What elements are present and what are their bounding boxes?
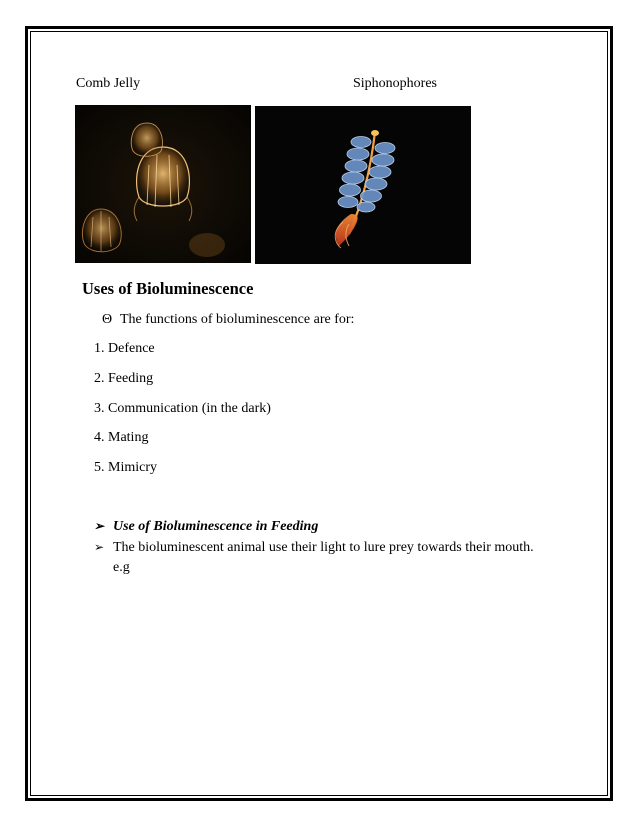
list-item: 5. Mimicry bbox=[94, 460, 157, 475]
caption-comb-jelly: Comb Jelly bbox=[76, 76, 141, 91]
feeding-description-continued: e.g bbox=[113, 560, 130, 575]
theta-bullet-icon: Θ bbox=[102, 312, 113, 327]
comb-jelly-image bbox=[75, 105, 251, 263]
list-item: 4. Mating bbox=[94, 430, 149, 445]
arrow-bullet-icon: ➢ bbox=[94, 519, 105, 533]
arrow-bullet-icon: ➢ bbox=[94, 540, 105, 554]
feeding-subheading bbox=[94, 519, 318, 535]
intro-line bbox=[102, 312, 354, 328]
feeding-description bbox=[94, 540, 534, 556]
section-heading: Uses of Bioluminescence bbox=[82, 279, 254, 298]
intro-text: The functions of bioluminescence are for: bbox=[120, 312, 355, 327]
feeding-subheading-text: Use of Bioluminescence in Feeding bbox=[113, 519, 319, 534]
caption-siphonophores: Siphonophores bbox=[353, 76, 437, 91]
siphonophore-image bbox=[255, 106, 471, 264]
list-item: 2. Feeding bbox=[94, 371, 154, 386]
comb-jelly-photo-icon bbox=[75, 105, 251, 263]
list-item: 3. Communication (in the dark) bbox=[94, 401, 271, 416]
siphonophore-photo-icon bbox=[255, 106, 471, 264]
list-item: 1. Defence bbox=[94, 341, 155, 356]
feeding-description-text: The bioluminescent animal use their light to lure prey towards their mouth. bbox=[113, 540, 534, 555]
